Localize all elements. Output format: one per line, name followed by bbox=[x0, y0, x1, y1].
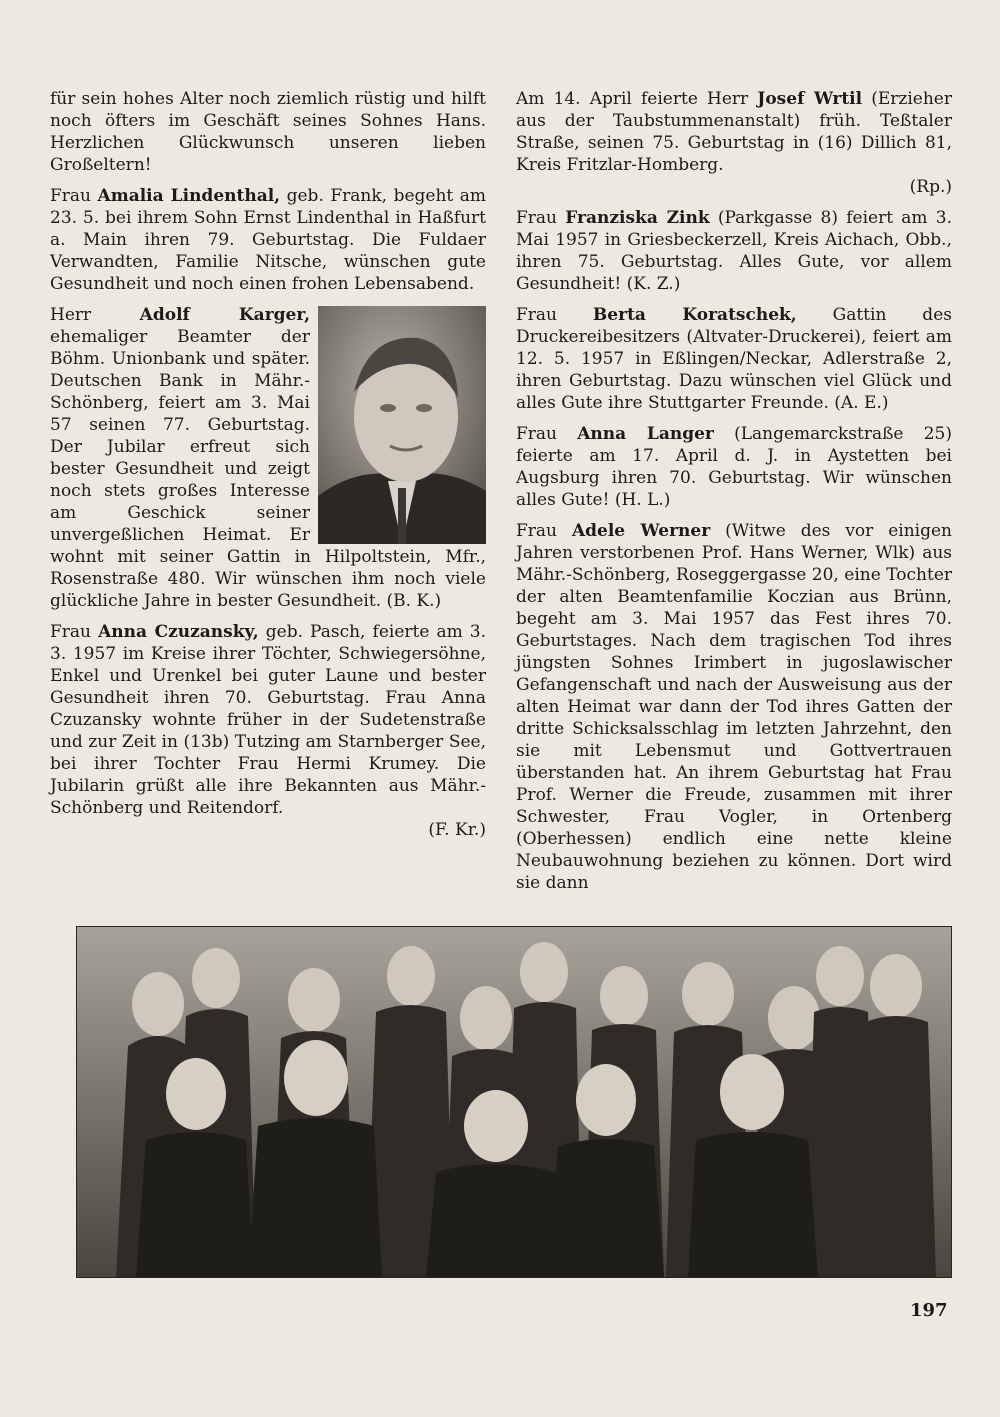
signature: (F. Kr.) bbox=[428, 820, 486, 840]
right-column bbox=[516, 88, 952, 903]
portrait-photo bbox=[318, 306, 486, 544]
person-name: Adolf Karger, bbox=[139, 305, 310, 325]
left-column bbox=[50, 88, 486, 850]
person-name: Berta Koratschek, bbox=[592, 305, 797, 325]
paragraph-czuzansky: Frau Anna Czuzansky, geb. Pasch, feierte am 3. 3. 1957 im Kreise ihrer Töchter, Schwiegersöhne, Enkel und Urenkel bei guter Laune und bester Gesundheit ihren 70. Geburtstag. Frau Anna Czuzansky wohnte früher in der Sudetenstraße und zur Zeit in (13b) Tutzing am Starnberger See, bei ihrer Tochter Frau Hermi Krumey. Die Jubilarin grüßt alle ihre Bekannten aus Mähr.-Schönberg und Reitendorf. (F. Kr.) bbox=[50, 622, 487, 840]
paragraph-koratschek: Frau Berta Koratschek, Gattin des Druckereibesitzers (Altvater-Druckerei), feiert am 12. 5. 1957 in Eßlingen/Neckar, Adlerstraße 2, ihren Geburtstag. Dazu wünschen viel Glück und alles Gute ihre Stuttgarter Freunde. (A. E.) bbox=[516, 305, 952, 413]
person-name: Franziska Zink bbox=[565, 208, 710, 228]
person-name: Adele Werner bbox=[571, 521, 711, 541]
paragraph-zink: Frau Franziska Zink (Parkgasse 8) feiert am 3. Mai 1957 in Griesbeckerzell, Kreis Aichach, Obb., ihren 75. Geburtstag. Alles Gute, vor allem Gesundheit! (K. Z.) bbox=[516, 208, 952, 294]
signature: (Rp.) bbox=[909, 177, 952, 197]
paragraph-langer: Frau Anna Langer (Langemarckstraße 25) feierte am 17. April d. J. in Aystetten bei Augsburg ihren 70. Geburtstag. Wir wünschen alles Gute! (H. L.) bbox=[516, 424, 952, 510]
group-photo-image bbox=[76, 926, 952, 1278]
person-name: Anna Langer bbox=[577, 424, 714, 444]
portrait-image bbox=[318, 306, 486, 544]
group-photo bbox=[76, 926, 952, 1278]
page-number: 197 bbox=[910, 1300, 948, 1321]
person-name: Amalia Lindenthal, bbox=[97, 186, 281, 206]
paragraph-karger: Herr Adolf Karger, ehemaliger Beamter der Böhm. Unionbank und später. Deutschen Bank in Mähr.-Schönberg, feiert am 3. Mai 57 seinen 77. Geburtstag. Der Jubilar erfreut sich bester Gesundheit und zeigt noch stets großes Interesse am Geschick seiner unvergeßlichen Heimat. Er wohnt mit seiner Gattin in Hilpoltstein, Mfr., Rosenstraße 480. Wir wünschen ihm noch viele glückliche Jahre in bester Gesundheit. (B. K.) bbox=[50, 305, 486, 611]
paragraph-lindenthal: Frau Amalia Lindenthal, geb. Frank, begeht am 23. 5. bei ihrem Sohn Ernst Lindenthal in Haßfurt a. Main ihren 79. Geburtstag. Die Fuldaer Verwandten, Familie Nitsche, wünschen gute Gesundheit und noch einen frohen Lebensabend. bbox=[50, 186, 486, 294]
person-name: Anna Czuzansky, bbox=[98, 622, 259, 642]
paragraph-werner: Frau Adele Werner (Witwe des vor einigen Jahren verstorbenen Prof. Hans Werner, Wlk) aus Mähr.-Schönberg, Roseggergasse 20, eine Tochter der alten Beamtenfamilie Koczian aus Brünn, begeht am 3. Mai 1957 das Fest ihres 70. Geburtstages. Nach dem tragischen Tod ihres jüngsten Sohnes Irimbert in jugoslawischer Gefangenschaft und nach der Ausweisung aus der alten Heimat war dann der Tod ihres Gatten der dritte Schicksalsschlag im letzten Jahrzehnt, den sie mit Lebensmut und Gottvertrauen überstanden hat. An ihrem Geburtstag hat Frau Prof. Werner die Freude, zusammen mit ihrer Schwester, Frau Vogler, in Ortenberg (Oberhessen) endlich eine nette kleine Neubauwohnung beziehen zu können. Dort wird sie dann bbox=[516, 521, 952, 893]
paragraph-wrtil: Am 14. April feierte Herr Josef Wrtil (Erzieher aus der Taubstummenanstalt) früh. Teßtaler Straße, seinen 75. Geburtstag in (16) Dillich 81, Kreis Fritzlar-Homberg. (Rp.) bbox=[516, 89, 952, 197]
person-name: Josef Wrtil bbox=[757, 89, 863, 109]
paragraph-continuation: für sein hohes Alter noch ziemlich rüstig und hilft noch öfters im Geschäft seines Sohnes Hans. Herzlichen Glückwunsch unseren lieben Großeltern! bbox=[50, 89, 486, 175]
